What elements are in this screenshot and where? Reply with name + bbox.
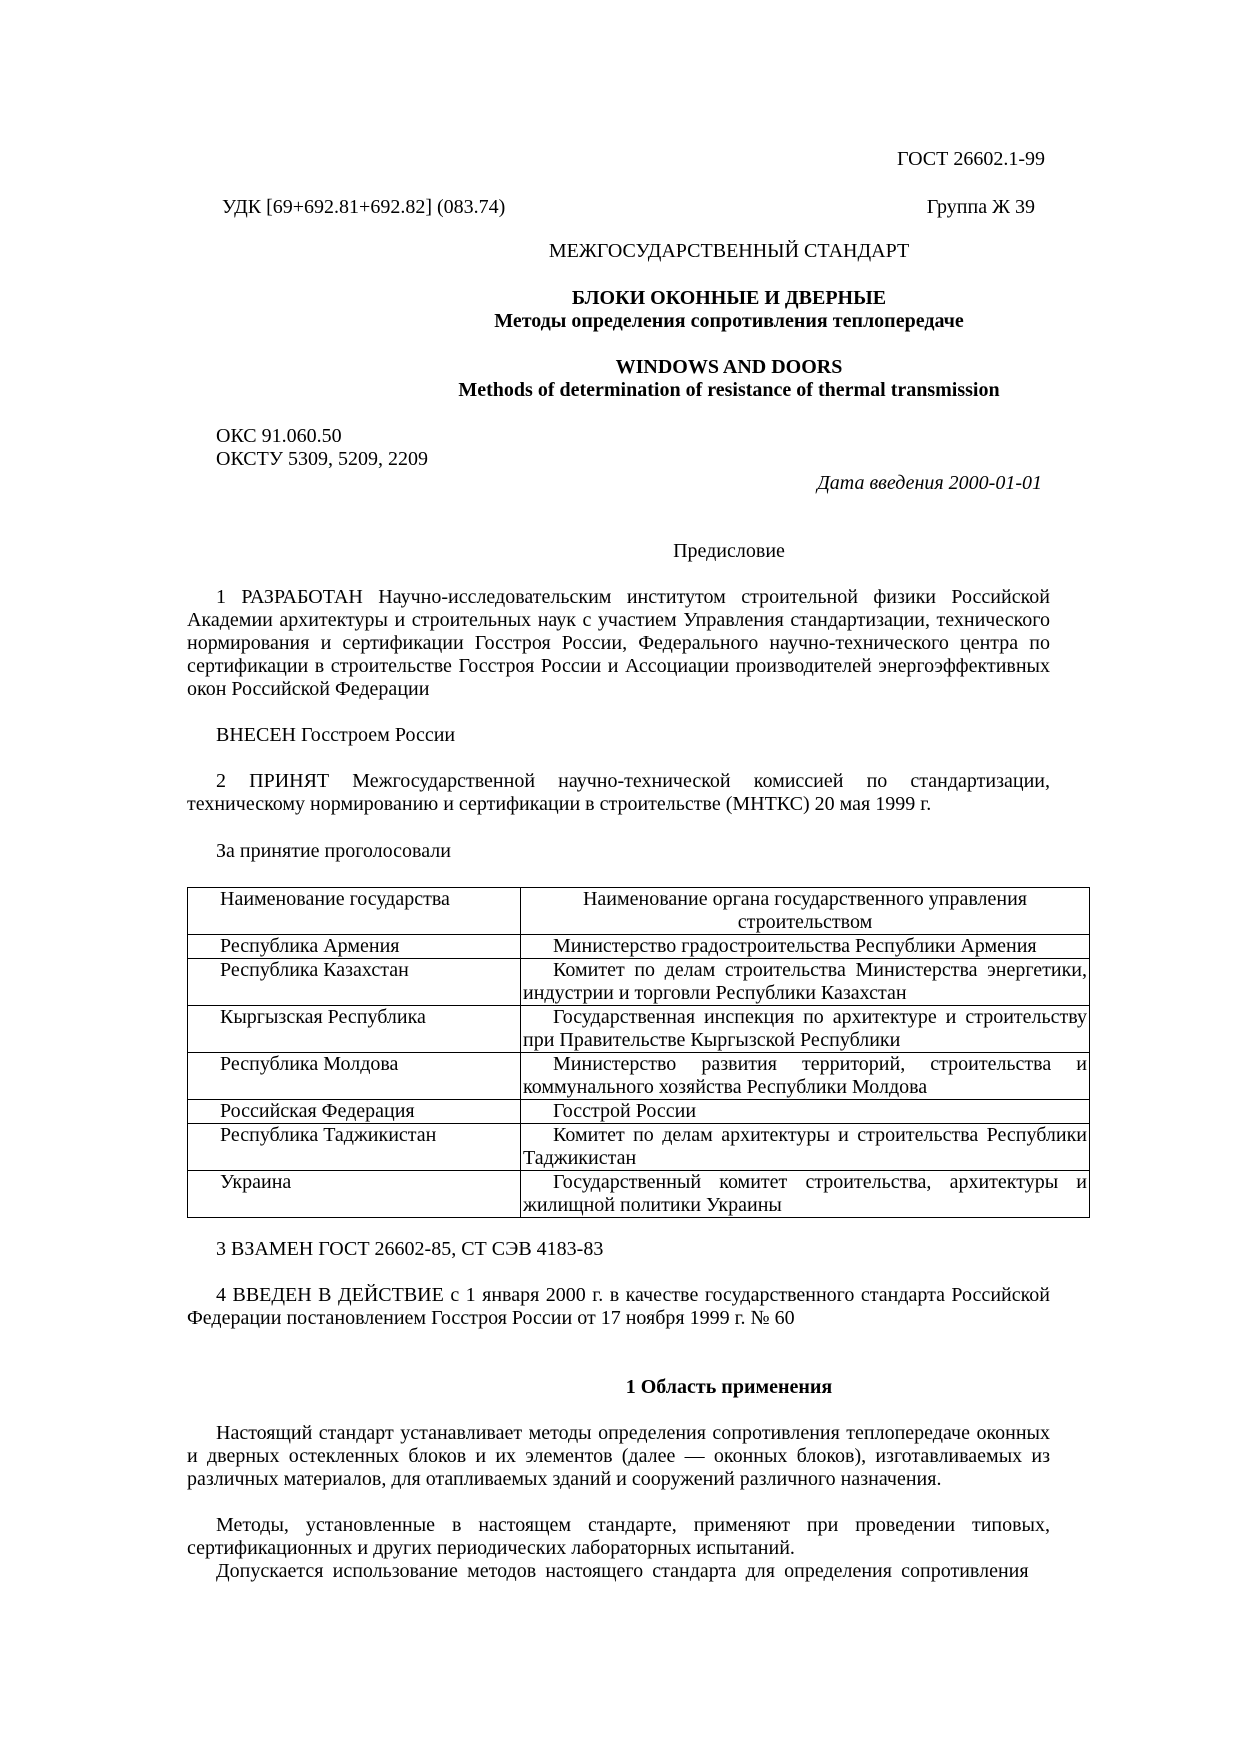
oks-code: ОКС 91.060.50: [216, 425, 342, 447]
state-cell: Республика Молдова: [188, 1053, 521, 1100]
okstu-code: ОКСТУ 5309, 5209, 2209: [216, 448, 429, 470]
group-code: Группа Ж 39: [926, 196, 1035, 218]
foreword-paragraph-4: 4 ВВЕДЕН В ДЕЙСТВИЕ с 1 января 2000 г. в качестве государственного стандарта Российской Федерации постановлением Госстроя России от 17 ноября 1999 г. № 60: [187, 1284, 1050, 1329]
section-1-paragraph-2: Методы, установленные в настоящем стандарте, применяют при проведении типовых, сертификационных и других периодических лабораторных испытаний.: [187, 1514, 1050, 1559]
state-cell: Кыргызская Республика: [188, 1006, 521, 1053]
state-cell: Российская Федерация: [188, 1100, 521, 1124]
table-row: [188, 1171, 1090, 1218]
header-body: Наименование органа государственного управления строительством: [521, 888, 1090, 935]
standard-type: МЕЖГОСУДАРСТВЕННЫЙ СТАНДАРТ: [548, 240, 910, 262]
header-state: Наименование государства: [188, 888, 521, 935]
foreword-heading: Предисловие: [673, 540, 785, 562]
udk-code: УДК [69+692.81+692.82] (083.74): [222, 196, 506, 218]
foreword-voted: За принятие проголосовали: [216, 840, 451, 862]
title-ru: БЛОКИ ОКОННЫЕ И ДВЕРНЫЕ: [571, 287, 887, 309]
state-cell: Республика Армения: [188, 935, 521, 959]
standard-number: ГОСТ 26602.1-99: [897, 148, 1045, 170]
table-row: [188, 959, 1090, 1006]
state-cell: Республика Таджикистан: [188, 1124, 521, 1171]
foreword-paragraph-3: 3 ВЗАМЕН ГОСТ 26602-85, СТ СЭВ 4183-83: [216, 1238, 604, 1260]
state-cell: Украина: [188, 1171, 521, 1218]
table-row: [188, 1124, 1090, 1171]
body-cell: Министерство градостроительства Республики Армения: [521, 935, 1090, 959]
table-row: [188, 1053, 1090, 1100]
body-cell: Государственный комитет строительства, архитектуры и жилищной политики Украины: [521, 1171, 1090, 1218]
body-cell: Комитет по делам строительства Министерства энергетики, индустрии и торговли Республики Казахстан: [521, 959, 1090, 1006]
title-en: WINDOWS AND DOORS: [615, 356, 843, 378]
voting-states-table: [187, 887, 1090, 1218]
section-1-paragraph-1: Настоящий стандарт устанавливает методы определения сопротивления теплопередаче оконных и дверных остекленных блоков и их элементов (далее — оконных блоков), изготавливаемых из различных материалов, для отапливаемых зданий и сооружений различного назначения.: [187, 1422, 1050, 1490]
table-header-row: [188, 888, 1090, 935]
body-cell: Министерство развития территорий, строительства и коммунального хозяйства Республики Молдова: [521, 1053, 1090, 1100]
table-row: [188, 935, 1090, 959]
foreword-introduced: ВНЕСЕН Госстроем России: [216, 724, 456, 746]
body-cell: Государственная инспекция по архитектуре и строительству при Правительстве Кыргызской Республики: [521, 1006, 1090, 1053]
table-row: [188, 1100, 1090, 1124]
section-1-heading: 1 Область применения: [625, 1376, 833, 1398]
foreword-paragraph-2: 2 ПРИНЯТ Межгосударственной научно-технической комиссией по стандартизации, техническому нормированию и сертификации в строительстве (МНТКС) 20 мая 1999 г.: [187, 770, 1050, 815]
table-row: [188, 1006, 1090, 1053]
intro-date: Дата введения 2000-01-01: [817, 472, 1042, 494]
body-cell: Госстрой России: [521, 1100, 1090, 1124]
foreword-paragraph-1: 1 РАЗРАБОТАН Научно-исследовательским институтом строительной физики Российской Академии архитектуры и строительных наук с участием Управления стандартизации, технического нормирования и сертификации Госстроя России, Федерального научно-технического центра по сертификации в строительстве Госстроя России и Ассоциации производителей энергоэффективных окон Российской Федерации: [187, 586, 1050, 700]
section-1-paragraph-3: Допускается использование методов настоящего стандарта для определения сопротивления: [216, 1560, 1029, 1582]
state-cell: Республика Казахстан: [188, 959, 521, 1006]
subtitle-en: Methods of determination of resistance of thermal transmission: [458, 379, 1000, 401]
body-cell: Комитет по делам архитектуры и строительства Республики Таджикистан: [521, 1124, 1090, 1171]
subtitle-ru: Методы определения сопротивления теплопередаче: [494, 310, 964, 332]
